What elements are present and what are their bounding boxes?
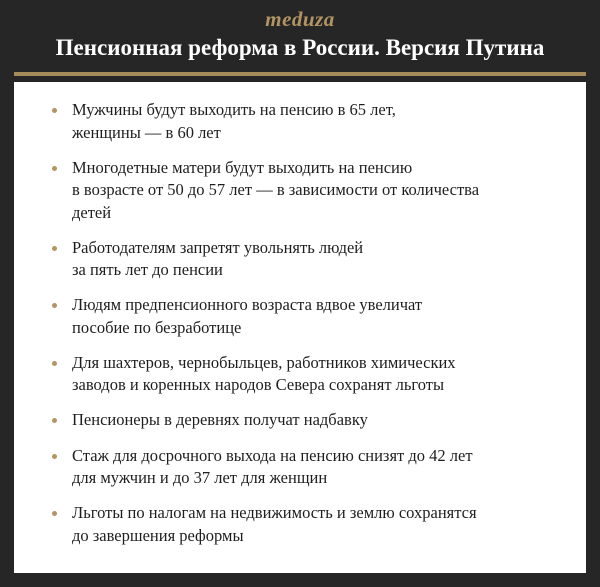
bullet-dot-icon — [52, 166, 57, 171]
list-item-line: детей — [72, 202, 112, 222]
list-item-line: Работодателям запретят увольнять людей — [72, 237, 364, 257]
reform-points-list — [14, 99, 586, 560]
page-title: Пенсионная реформа в России. Версия Путина — [55, 35, 545, 60]
bullet-dot-icon — [52, 361, 57, 366]
bullet-dot-icon — [52, 303, 57, 308]
bullet-dot-icon — [52, 511, 57, 516]
list-item-line: за пять лет до пенсии — [72, 260, 223, 280]
list-item — [14, 445, 586, 490]
list-item-line: Людям предпенсионного возраста вдвое увеличат — [72, 295, 423, 315]
content-card — [14, 82, 586, 573]
bullet-dot-icon — [52, 108, 57, 113]
list-item-line: Льготы по налогам на недвижимость и землю сохранятся — [72, 503, 477, 523]
list-item-line: в возрасте от 50 до 57 лет — в зависимости от количества — [72, 180, 480, 200]
list-item-line: женщины — в 60 лет — [72, 122, 221, 142]
list-item-line: пособие по безработице — [72, 317, 242, 337]
title-divider — [14, 72, 586, 76]
list-item-line: до завершения реформы — [72, 525, 244, 545]
list-item — [14, 99, 586, 144]
list-item — [14, 237, 586, 282]
list-item — [14, 502, 586, 547]
bullet-dot-icon — [52, 418, 57, 423]
list-item-line: Для шахтеров, чернобыльцев, работников химических — [72, 352, 456, 372]
list-item-line: Многодетные матери будут выходить на пенсию — [72, 157, 413, 177]
list-item — [14, 409, 586, 432]
bullet-dot-icon — [52, 246, 57, 251]
list-item — [14, 352, 586, 397]
bullet-dot-icon — [52, 454, 57, 459]
list-item-line: Мужчины будут выходить на пенсию в 65 лет, — [72, 100, 396, 119]
meduza-logo: meduza — [265, 7, 335, 31]
list-item-line: Стаж для досрочного выхода на пенсию снизят до 42 лет — [72, 445, 473, 465]
list-item-line: заводов и коренных народов Севера сохранят льготы — [72, 375, 445, 395]
list-item-line: для мужчин и до 37 лет для женщин — [72, 468, 328, 488]
list-item — [14, 294, 586, 339]
list-item — [14, 157, 586, 225]
list-item-line: Пенсионеры в деревнях получат надбавку — [72, 410, 368, 430]
